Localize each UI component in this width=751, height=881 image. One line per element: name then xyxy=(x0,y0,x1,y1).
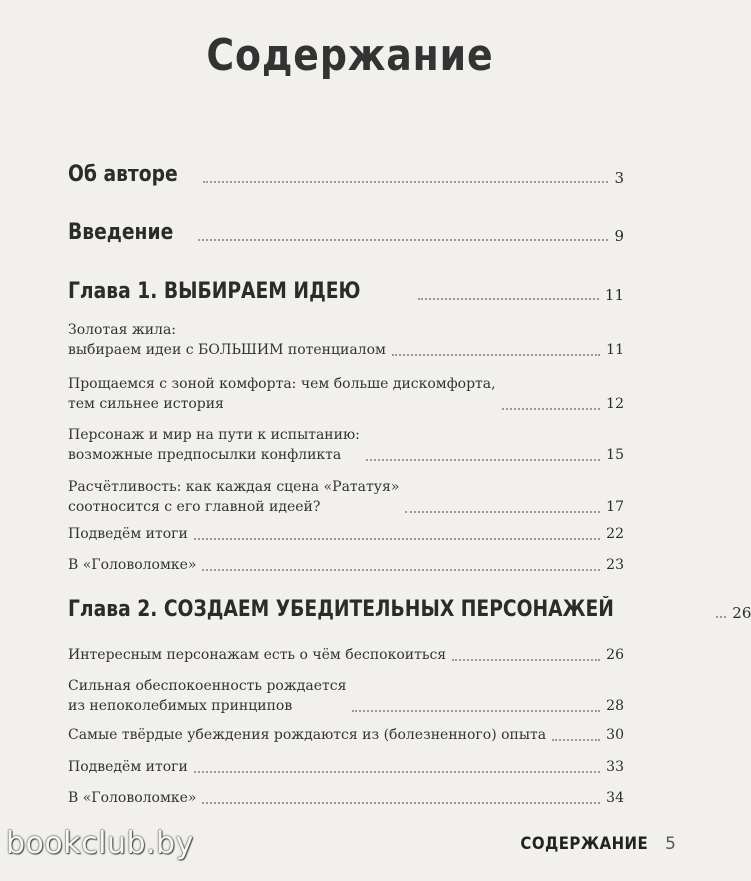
toc-entry-inside-out-1[interactable] xyxy=(68,555,624,575)
dot-leader xyxy=(194,537,600,540)
dot-leader xyxy=(392,353,600,356)
dot-leader xyxy=(366,458,600,461)
dot-leader xyxy=(202,568,600,571)
dot-leader xyxy=(552,738,600,741)
running-footer-page-number: 5 xyxy=(665,834,676,854)
toc-entry-about-author[interactable] xyxy=(68,162,624,187)
toc-entry-title: Подведём итоги xyxy=(68,759,188,775)
toc-entry-title: Прощаемся с зоной комфорта: чем больше дискомфорта, тем сильнее история xyxy=(68,376,496,412)
toc-entry-title: В «Головоломке» xyxy=(68,557,197,573)
toc-page-number: 34 xyxy=(606,790,624,806)
toc-page-number: 23 xyxy=(606,557,624,573)
toc-entry-firm-beliefs[interactable] xyxy=(68,725,624,745)
toc-page-number: 33 xyxy=(606,759,624,775)
dot-leader xyxy=(198,238,609,241)
toc-page-number: 12 xyxy=(606,396,624,412)
toc-page-number: 22 xyxy=(606,526,624,542)
toc-entry-summary-2[interactable] xyxy=(68,757,624,777)
dot-leader xyxy=(202,801,600,804)
toc-entry-summary-1[interactable] xyxy=(68,524,624,544)
toc-page-number: 28 xyxy=(606,698,624,714)
dot-leader xyxy=(352,709,600,712)
toc-chapter-title: Глава 2. СОЗДАЕМ УБЕДИТЕЛЬНЫХ ПЕРСОНАЖЕЙ xyxy=(68,597,614,622)
page-title: Содержание xyxy=(206,30,494,81)
toc-entry-title: Введение xyxy=(68,220,174,245)
dot-leader xyxy=(716,615,726,618)
toc-page-number: 15 xyxy=(606,447,624,463)
toc-entry-title: Золотая жила: выбираем идеи с БОЛЬШИМ потенциалом xyxy=(68,322,386,358)
toc-entry-title: Самые твёрдые убеждения рождаются из (болезненного) опыта xyxy=(68,727,547,743)
toc-page-number: 11 xyxy=(604,286,624,304)
running-footer-section: СОДЕРЖАНИЕ xyxy=(520,834,648,854)
dot-leader xyxy=(194,770,600,773)
toc-page-number: 11 xyxy=(606,342,624,358)
toc-entry-character-world[interactable] xyxy=(68,425,624,465)
dot-leader xyxy=(452,658,600,661)
toc-page-number: 30 xyxy=(606,727,624,743)
toc-entry-title: В «Головоломке» xyxy=(68,790,197,806)
toc-entry-interesting-characters[interactable] xyxy=(68,645,624,665)
watermark: bookclub.by xyxy=(6,826,194,861)
toc-entry-title: Подведём итоги xyxy=(68,526,188,542)
dot-leader xyxy=(418,297,599,300)
toc-chapter-title: Глава 1. ВЫБИРАЕМ ИДЕЮ xyxy=(68,279,361,304)
toc-entry-ratatouille[interactable] xyxy=(68,477,624,517)
toc-entry-title: Персонаж и мир на пути к испытанию: возможные предпосылки конфликта xyxy=(68,427,360,463)
toc-entry-inside-out-2[interactable] xyxy=(68,788,624,808)
toc-page-number: 26 xyxy=(732,604,751,622)
toc-page-number: 17 xyxy=(606,499,624,515)
toc-entry-gold-mine[interactable] xyxy=(68,320,624,360)
toc-entry-introduction[interactable] xyxy=(68,220,624,245)
toc-entry-chapter-2[interactable] xyxy=(68,597,751,622)
toc-entry-chapter-1[interactable] xyxy=(68,279,624,304)
dot-leader xyxy=(203,180,608,183)
toc-page-number: 26 xyxy=(606,647,624,663)
toc-entry-title: Интересным персонажам есть о чём беспокоиться xyxy=(68,647,447,663)
toc-entry-comfort-zone[interactable] xyxy=(68,374,624,414)
toc-page-number: 9 xyxy=(614,227,624,245)
dot-leader xyxy=(502,407,601,410)
toc-entry-strong-concern[interactable] xyxy=(68,676,624,716)
toc-entry-title: Сильная обеспокоенность рождается из непоколебимых принципов xyxy=(68,678,347,714)
toc-entry-title: Об авторе xyxy=(68,162,178,187)
dot-leader xyxy=(405,510,600,513)
toc-entry-title: Расчётливость: как каждая сцена «Рататуя» соотносится с его главной идеей? xyxy=(68,479,400,515)
toc-page-number: 3 xyxy=(614,169,624,187)
